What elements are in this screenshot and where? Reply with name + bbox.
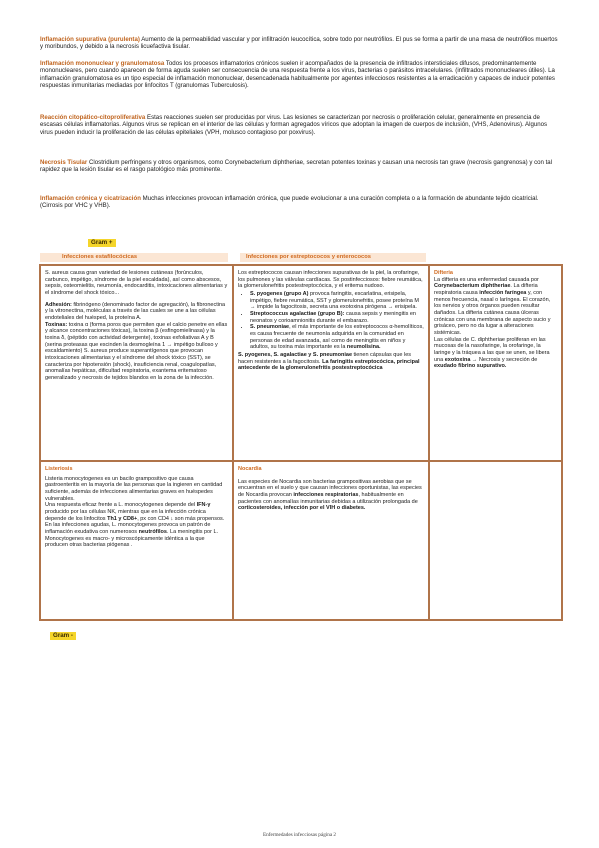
- strep-outro-end: La faringitis estreptocócica, principal antecedente de la glomerulonefritis postestreptocócica: [238, 358, 420, 372]
- listeriosis-t5: En las infecciones agudas, L. monocytogenes provoca un patrón de inflamación exudativa con numerosos: [45, 522, 211, 535]
- diphtheria-t1-bold: Corynebacterium diphtheriae: [434, 283, 511, 290]
- paragraph-supurativa: [40, 36, 560, 51]
- diphtheria-t4-bold: exotoxina: [444, 356, 471, 363]
- strep-item-pneumoniae-text: , el más importante de los estreptococos α-hemolíticos, es causa frecuente de neumonía adquirida en la comunidad en personas de edad avanzada, así como de meningitis en niños y adultos, su toxina más importante es la: [250, 324, 424, 351]
- strep-item-pyogenes-term: S. pyogenes (grupo A): [250, 290, 309, 297]
- strep-outro: [238, 352, 424, 372]
- paragraph-citopatico: [40, 114, 560, 136]
- strep-item-agalactiae-term: Streptococcus agalactiae (grupo B):: [250, 310, 345, 317]
- paragraph-necrosis: [40, 159, 560, 174]
- cell-diphtheria: [428, 264, 563, 462]
- paragraph-mononuclear: [40, 60, 560, 89]
- strep-intro: Los estreptococos causan infecciones supurativas de la piel, la orofaringe, los pulmones y las válvulas cardíacas. Sx postinfecciosos: fiebre reumática, la glomerulonefritis postestreptocócica, y el eritema nudoso.: [238, 270, 423, 290]
- listeriosis-title: Listeriosis: [45, 466, 73, 472]
- strep-item-pyogenes: [250, 291, 424, 311]
- staph-intro-text: causa gran variedad de lesiones cutáneas (forúnculos, carbunco, impétigo, síndrome de la piel escaldada), así como abscesos, sepsis, osteomielitis, neumonía, endocarditis, intoxicaciones alimentarias y el síndrome del shock tóxico...: [45, 270, 228, 296]
- cell-empty: [428, 460, 563, 621]
- cell-strep: [232, 264, 430, 462]
- paragraph-cronica: [40, 195, 560, 210]
- strep-outro-term: S. pyogenes, S. agalactiae y S. pneumoniae: [238, 351, 353, 358]
- listeriosis-text-1: Listeria monocytogenes es un bacilo grampositivo que causa gastroenteritis en la mayoría de las personas que la ingieren en cantidad suficiente, además de infecciones alimentarias graves en huéspedes vulnerables.: [45, 475, 223, 502]
- header-staph: Infecciones estafilocócicas: [40, 253, 228, 262]
- term-supurativa: Inflamación supurativa (purulenta): [40, 36, 140, 43]
- nocardia-t2: , habitualmente en pacientes con anomalías inmunitarias debidas a utilización prolongada de: [238, 491, 418, 505]
- strep-item-pyogenes-text: provoca faringitis, escarlatina, erisipela, impétigo, fiebre reumática, SST y glomerulonefritis, posee proteína M → impide la fagocitosis, secreta una exotoxina pirógena → erisipela.: [250, 290, 419, 311]
- listeriosis-t5-bold: neutrófilos: [138, 528, 167, 535]
- gram-positive-label: Gram +: [88, 239, 116, 247]
- staph-adhesion: [45, 302, 228, 322]
- staph-adhesion-term: Adhesión:: [45, 301, 72, 308]
- strep-item-pneumoniae: [250, 324, 424, 351]
- staph-toxins-text: toxina α (forma poros que permiten que el calcio penetre en ellas y alcance concentraciones tóxicas), la toxina β (esfingomielinasa) y la toxina δ, (péptido con actividad detergente), toxinas exfoliativas A y B (serina proteasas que escinden la desmogleína 1 → impétigo bulloso y escaldamiento) S. aureus produce superantígenos que provocan intoxicaciones alimentarias y el síndrome del shock tóxico (SST), se caracteriza por hipotensión (shock), insuficiencia renal, coagulopatías, anomalías hepáticas, dificultad respiratoria, exantema eritematoso generalizado y necrosis de tejidos blandos en la zona de la infección.: [45, 321, 228, 381]
- nocardia-t2-bold: corticosteroides, infección por el VIH o diabetes.: [238, 505, 366, 512]
- strep-outro-text: tienen cápsulas que les hacen resistentes a la fagocitosis.: [238, 351, 412, 365]
- text-supurativa: Aumento de la permeabilidad vascular y por infiltración leucocítica, sobre todo por neutrófilos. El pus se forma a partir de una masa de neutrófilos muertos y moribundos, y debido a la necrosis licuefactiva tisular.: [40, 36, 558, 51]
- listeriosis-t2-bold: IFN-γ: [196, 502, 211, 509]
- nocardia-t1-bold: infecciones respiratorias: [293, 491, 359, 498]
- diphtheria-t4: Las células de C. diphtheriae proliferan en las mucosas de la nasofaringe, la orofaringe, la laringe y la tráquea a las que se unen, se libera una: [434, 336, 550, 363]
- nocardia-t1: Las especies de Nocardia son bacterias grampositivas aerobias que se encuentran en el suelo y que causan infecciones oportunistas, las especies de Nocardia provocan: [238, 478, 422, 498]
- diphtheria-t2-bold: infección faríngea: [479, 289, 527, 296]
- nocardia-text: [238, 479, 424, 512]
- staph-intro: [45, 270, 228, 297]
- term-cronica: Inflamación crónica y cicatrización: [40, 195, 141, 202]
- listeriosis-t6: . La meningitis por L. Monocytogenes es macro- y microscópicamente idéntica a la que producen otras bacterias piógenas .: [45, 528, 219, 549]
- diphtheria-t2: . La difteria respiratoria causa: [434, 283, 538, 296]
- strep-item-pneumoniae-term: S. pneumoniae: [250, 324, 290, 331]
- diphtheria-t5-bold: exudado fibrino supurativo.: [434, 363, 507, 370]
- text-citopatico: Estas reacciones suelen ser producidas por virus. Las lesiones se caracterizan por necrosis o proliferación celular, generalmente en presencia de escasas células inflamatorias. Algunos virus se replican en el interior de las células y forman agregados víricos que adoptan la imagen de cuerpos de inclusión, (VHS, Adenovirus). Algunos virus pueden inducir la proliferación de las células epiteliales (VPH, molusco contagioso por poxvirus).: [40, 114, 548, 136]
- listeriosis-text-2: [45, 502, 228, 522]
- header-strep: Infecciones por estreptococos y enterococos: [240, 253, 426, 262]
- diphtheria-text-1: [434, 277, 557, 337]
- staph-adhesion-text: fibrinógeno (denominado factor de agregación), la fibronectina y la vitronectina, moléculas a través de las cuales se une a las células endoteliales del huésped, la proteína A.: [45, 301, 226, 321]
- listeriosis-t3-bold: Th1 y CD8+: [107, 515, 138, 522]
- listeriosis-t2: Una respuesta eficaz frente a L. monocytogenes depende del: [45, 502, 197, 509]
- text-cronica: Muchas infecciones provocan inflamación crónica, que puede evolucionar a una curación completa o a la formación de abundante tejido cicatricial. (Cirrosis por VHC y VHB).: [40, 195, 539, 210]
- staph-toxins-term: Toxinas:: [45, 321, 68, 328]
- diphtheria-t5: → Necrosis y secreción de: [470, 356, 538, 363]
- strep-item-agalactiae: [250, 311, 424, 324]
- strep-list: [244, 291, 424, 351]
- term-necrosis: Necrosis Tisular: [40, 159, 88, 166]
- diphtheria-title: Difteria: [434, 270, 453, 276]
- term-citopatico: Reacción citopático-citoproliferativa: [40, 114, 146, 121]
- diphtheria-text-2: [434, 337, 557, 370]
- listeriosis-t3: producido por las células NK, mientras que en la infección crónica depende de los linfocitos: [45, 508, 206, 522]
- strep-item-pneumoniae-end: neumolisina.: [346, 344, 381, 351]
- gram-negative-label: Gram -: [50, 632, 76, 640]
- staph-intro-term: S. aureus: [45, 270, 69, 276]
- cell-nocardia: [232, 460, 430, 621]
- page-footer: Enfermedades infecciosas página 2: [262, 832, 337, 838]
- cell-listeriosis: [39, 460, 234, 621]
- diphtheria-t3: y, con menos frecuencia, nasal o laríngea. El corazón, los nervios y otros órganos pueden resultar dañados. La difteria cutánea causa úlceras crónicas con una membrana de aspecto sucio y grisáceo, pero no da lugar a alteraciones sistémicas.: [434, 289, 551, 336]
- text-mononuclear: Todos los procesos inflamatorios crónicos suelen ir acompañados de la presencia de infiltrados intersticiales difusos, predominantemente mononucleares, pero cuando aparecen de forma aguda suelen ser consecuencia de una respuesta frente a los virus, bacterias o parásitos intracelulares. (infiltrados mononucleares útiles). La inflamación granulomatosa es un tipo especial de inflamación mononuclear, desencadenada habitualmente por agentes infecciosos resistentes a la erradicación y capaces de inducir potentes respuestas inmunitarias mediadas por linfocitos T (granulomas Tuberculosis).: [40, 60, 555, 89]
- strep-item-agalactiae-text: causa sepsis y meningitis en neonatos y corioamnionitis durante el embarazo.: [250, 310, 416, 324]
- text-necrosis: Clostridium perfringens y otros organismos, como Corynebacterium diphtheriae, secretan potentes toxinas y causan una necrosis tan grave (necrosis gangrenosa) y con tal rapidez que la lesión tisular es el rasgo patológico más prominente.: [40, 159, 553, 174]
- staph-toxins: [45, 322, 228, 382]
- diphtheria-t1: La difteria es una enfermedad causada por: [434, 276, 539, 283]
- listeriosis-t4: , px con CD4 ↓ son más propensos.: [137, 515, 225, 522]
- cell-staph: [39, 264, 234, 462]
- listeriosis-text-3: [45, 522, 228, 549]
- nocardia-title: Nocardia: [238, 466, 262, 472]
- term-mononuclear: Inflamación mononuclear y granulomatosa: [40, 60, 165, 67]
